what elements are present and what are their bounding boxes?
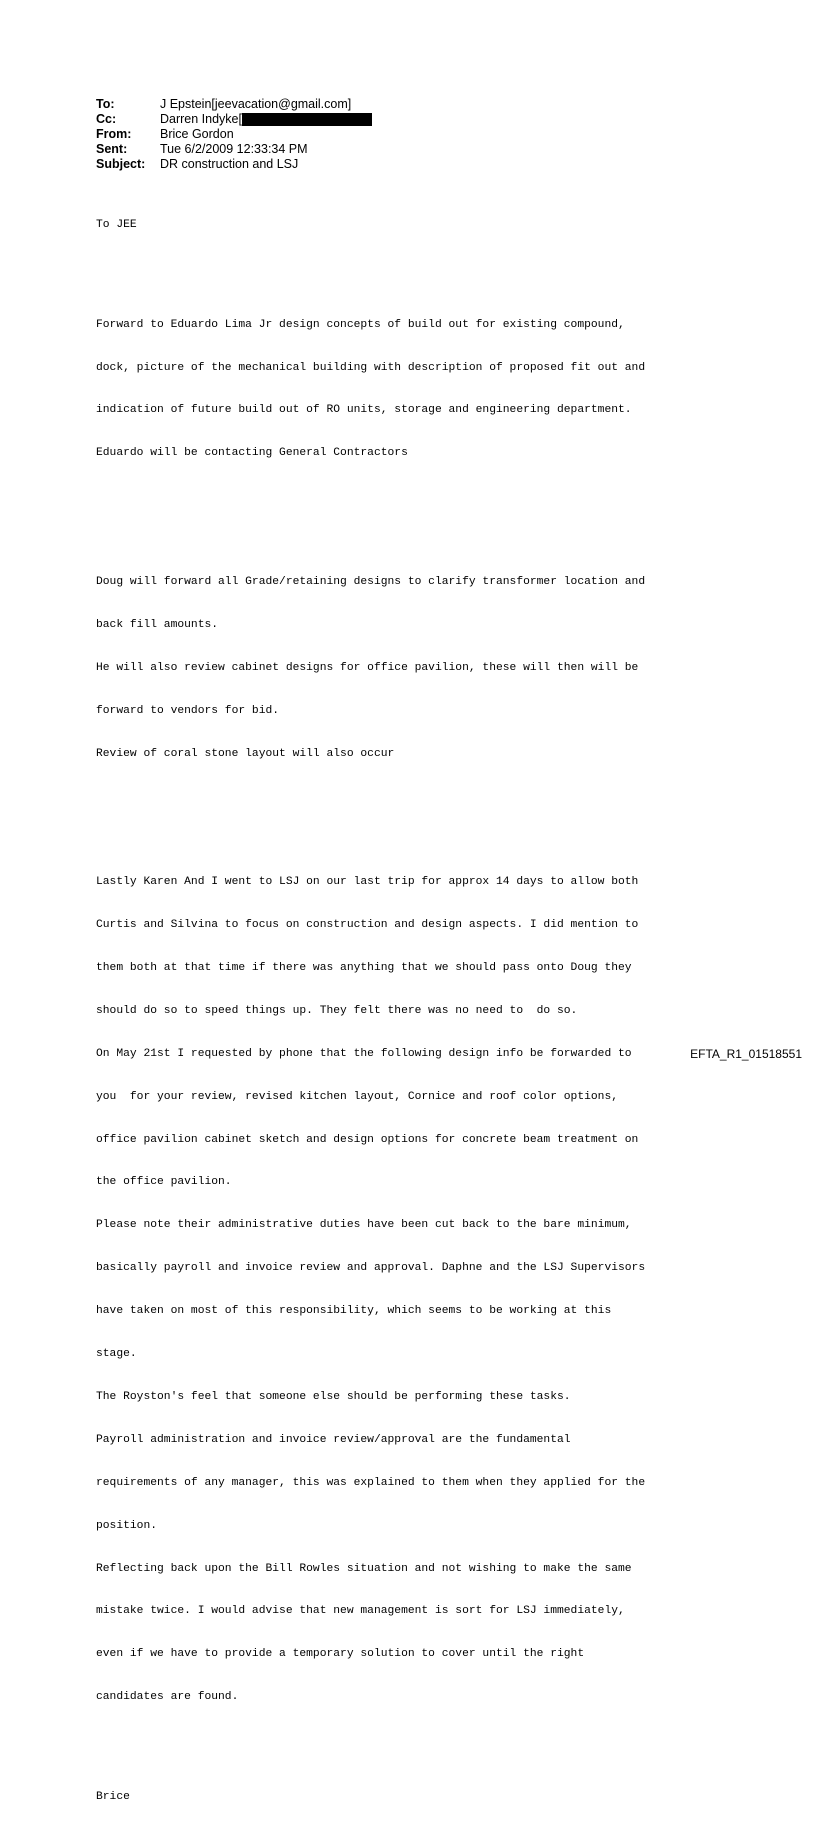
subject-value: DR construction and LSJ bbox=[160, 157, 299, 171]
sent-value: Tue 6/2/2009 12:33:34 PM bbox=[160, 142, 308, 156]
paragraph-2 bbox=[96, 546, 645, 789]
paragraph-1 bbox=[96, 289, 645, 489]
from-label: From: bbox=[96, 127, 132, 141]
document-id: EFTA_R1_01518551 bbox=[690, 1047, 802, 1061]
body-line: Curtis and Silvina to focus on construction and design aspects. I did mention to bbox=[96, 919, 639, 932]
cc-value: Darren Indyke[ bbox=[160, 112, 242, 126]
body-line: The Royston's feel that someone else should be performing these tasks. bbox=[96, 1390, 571, 1403]
body-line: back fill amounts. bbox=[96, 618, 219, 631]
body-line: Please note their administrative duties have been cut back to the bare minimum, bbox=[96, 1219, 632, 1232]
body-line: even if we have to provide a temporary solution to cover until the right bbox=[96, 1648, 585, 1661]
sent-label: Sent: bbox=[96, 142, 128, 156]
sent-row bbox=[96, 142, 372, 157]
body-line: Lastly Karen And I went to LSJ on our last trip for approx 14 days to allow both bbox=[96, 876, 639, 889]
body-line: Reflecting back upon the Bill Rowles situation and not wishing to make the same bbox=[96, 1562, 632, 1575]
cc-value-wrap bbox=[160, 112, 372, 127]
from-value: Brice Gordon bbox=[160, 127, 234, 141]
to-label: To: bbox=[96, 97, 115, 111]
body-line: candidates are found. bbox=[96, 1691, 239, 1704]
body-line: He will also review cabinet designs for office pavilion, these will then will be bbox=[96, 661, 639, 674]
to-value: J Epstein[jeevacation@gmail.com] bbox=[160, 97, 352, 111]
email-header bbox=[96, 97, 372, 172]
body-line: basically payroll and invoice review and approval. Daphne and the LSJ Supervisors bbox=[96, 1262, 646, 1275]
redaction-bar bbox=[242, 113, 372, 126]
body-line: indication of future build out of RO units, storage and engineering department. bbox=[96, 404, 632, 417]
body-line: you for your review, revised kitchen layout, Cornice and roof color options, bbox=[96, 1090, 619, 1103]
body-line: Forward to Eduardo Lima Jr design concepts of build out for existing compound, bbox=[96, 318, 625, 331]
email-body bbox=[96, 189, 645, 1833]
body-line: Payroll administration and invoice review/approval are the fundamental bbox=[96, 1433, 571, 1446]
paragraph-3 bbox=[96, 847, 645, 1733]
body-line: the office pavilion. bbox=[96, 1176, 232, 1189]
to-row bbox=[96, 97, 372, 112]
body-line: them both at that time if there was anything that we should pass onto Doug they bbox=[96, 962, 632, 975]
body-line: position. bbox=[96, 1519, 158, 1532]
body-line: forward to vendors for bid. bbox=[96, 704, 280, 717]
cc-row bbox=[96, 112, 372, 127]
greeting bbox=[96, 218, 645, 232]
body-line: requirements of any manager, this was explained to them when they applied for the bbox=[96, 1476, 646, 1489]
from-row bbox=[96, 127, 372, 142]
body-line: have taken on most of this responsibility, which seems to be working at this bbox=[96, 1305, 612, 1318]
body-line: Review of coral stone layout will also occur bbox=[96, 747, 395, 760]
body-line: On May 21st I requested by phone that the following design info be forwarded to bbox=[96, 1047, 632, 1060]
greeting-line: To JEE bbox=[96, 218, 137, 231]
signature bbox=[96, 1790, 645, 1804]
subject-label: Subject: bbox=[96, 157, 146, 171]
body-line: Doug will forward all Grade/retaining designs to clarify transformer location and bbox=[96, 576, 646, 589]
body-line: office pavilion cabinet sketch and design options for concrete beam treatment on bbox=[96, 1133, 639, 1146]
body-line: mistake twice. I would advise that new management is sort for LSJ immediately, bbox=[96, 1605, 625, 1618]
signature-line: Brice bbox=[96, 1791, 130, 1804]
body-line: Eduardo will be contacting General Contractors bbox=[96, 447, 408, 460]
body-line: stage. bbox=[96, 1348, 137, 1361]
cc-label: Cc: bbox=[96, 112, 117, 126]
subject-row bbox=[96, 157, 372, 172]
body-line: should do so to speed things up. They felt there was no need to do so. bbox=[96, 1004, 578, 1017]
body-line: dock, picture of the mechanical building with description of proposed fit out and bbox=[96, 361, 646, 374]
